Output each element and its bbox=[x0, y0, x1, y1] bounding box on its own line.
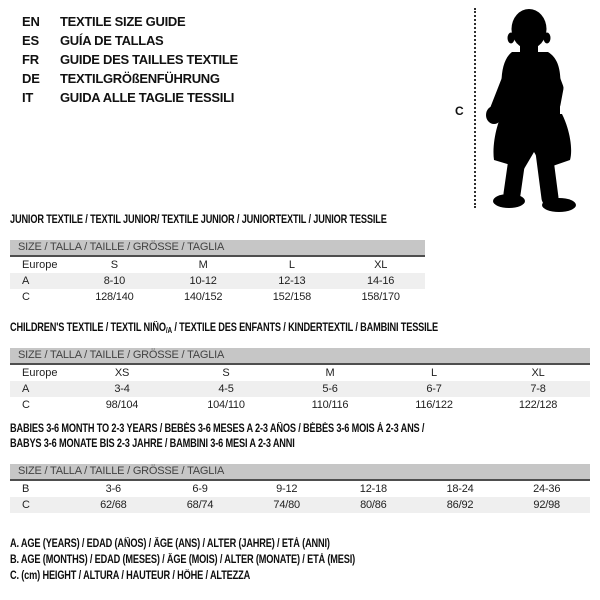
table-cell: 9-12 bbox=[276, 483, 298, 495]
table-cell: 7-8 bbox=[530, 383, 546, 395]
table-cell: 74/80 bbox=[273, 499, 300, 511]
table-cell: 14-16 bbox=[367, 275, 395, 287]
language-code: IT bbox=[22, 90, 34, 105]
table-cell: 92/98 bbox=[533, 499, 560, 511]
height-measure-label: C bbox=[455, 104, 464, 118]
title-text: CHILDREN'S TEXTILE / TEXTIL NIÑO bbox=[10, 322, 166, 334]
footnote-a: A. AGE (YEARS) / EDAD (AÑOS) / ÂGE (ANS) / ALTER (JAHRE) / ETÀ (ANNI) bbox=[10, 538, 330, 550]
language-row-de bbox=[22, 69, 238, 88]
toddler-silhouette-icon bbox=[482, 2, 600, 214]
row-label: Europe bbox=[22, 367, 58, 379]
junior-table-body bbox=[10, 257, 425, 305]
childrens-textile-section bbox=[10, 321, 590, 413]
table-row bbox=[10, 381, 590, 397]
table-row bbox=[10, 257, 425, 273]
table-cell: 4-5 bbox=[218, 383, 234, 395]
size-header-bar: SIZE / TALLA / TAILLE / GRÖSSE / TAGLIA bbox=[10, 240, 425, 257]
row-label: C bbox=[22, 291, 30, 303]
table-cell: M bbox=[198, 259, 208, 271]
table-cell: 8-10 bbox=[103, 275, 125, 287]
babies-table-body bbox=[10, 481, 590, 513]
language-code: ES bbox=[22, 33, 39, 48]
row-label: C bbox=[22, 399, 30, 411]
language-row-fr bbox=[22, 50, 238, 69]
table-cell: 10-12 bbox=[189, 275, 217, 287]
table-cell: 104/110 bbox=[207, 399, 245, 411]
title-text: / TEXTILE DES ENFANTS / KINDERTEXTIL / BAMBINI TESSILE bbox=[171, 322, 438, 334]
size-header-bar: SIZE / TALLA / TAILLE / GRÖSSE / TAGLIA bbox=[10, 464, 590, 481]
table-cell: 18-24 bbox=[446, 483, 474, 495]
language-row-es bbox=[22, 31, 238, 50]
table-cell: XL bbox=[531, 367, 545, 379]
language-code: DE bbox=[22, 71, 40, 86]
table-cell: 152/158 bbox=[272, 291, 312, 303]
table-cell: 158/170 bbox=[361, 291, 400, 303]
table-cell: 98/104 bbox=[105, 399, 139, 411]
table-cell: 80/86 bbox=[360, 499, 387, 511]
table-cell: 68/74 bbox=[186, 499, 214, 511]
table-row bbox=[10, 497, 590, 513]
table-cell: 24-36 bbox=[533, 483, 561, 495]
table-cell: M bbox=[325, 367, 335, 379]
row-label: C bbox=[22, 499, 30, 511]
table-cell: 140/152 bbox=[183, 291, 223, 303]
table-cell: 110/116 bbox=[311, 399, 349, 411]
table-cell: 6-7 bbox=[426, 383, 442, 395]
language-label: GUIDA ALLE TAGLIE TESSILI bbox=[60, 90, 235, 105]
row-label: Europe bbox=[22, 259, 58, 271]
table-cell: 3-4 bbox=[114, 383, 130, 395]
table-cell: 62/68 bbox=[100, 499, 127, 511]
table-cell: S bbox=[222, 367, 230, 379]
babies-textile-section bbox=[10, 422, 590, 513]
table-row bbox=[10, 397, 590, 413]
size-header-bar: SIZE / TALLA / TAILLE / GRÖSSE / TAGLIA bbox=[10, 348, 590, 365]
row-label: B bbox=[22, 483, 30, 495]
table-title-line1: BABIES 3-6 MONTH TO 2-3 YEARS / BEBÉS 3-6 MESES A 2-3 AÑOS / BÉBÉS 3-6 MOIS À 2-3 ANS / bbox=[10, 423, 425, 435]
table-cell: L bbox=[431, 367, 437, 379]
junior-textile-section bbox=[10, 213, 425, 305]
table-cell: 86/92 bbox=[446, 499, 474, 511]
table-cell: L bbox=[288, 259, 295, 271]
row-label: A bbox=[22, 275, 30, 287]
table-cell: 6-9 bbox=[192, 483, 208, 495]
table-cell: S bbox=[110, 259, 118, 271]
language-code: EN bbox=[22, 14, 40, 29]
title-subscript: /A bbox=[165, 326, 172, 335]
table-cell: 116/122 bbox=[415, 399, 453, 411]
table-row bbox=[10, 289, 425, 305]
footnote-b: B. AGE (MONTHS) / EDAD (MESES) / ÂGE (MOIS) / ALTER (MONATE) / ETÀ (MESI) bbox=[10, 554, 356, 566]
table-title: JUNIOR TEXTILE / TEXTIL JUNIOR/ TEXTILE JUNIOR / JUNIORTEXTIL / JUNIOR TESSILE bbox=[10, 214, 387, 226]
footnote-c: C. (cm) HEIGHT / ALTURA / HAUTEUR / HÖHE / ALTEZZA bbox=[10, 570, 251, 582]
height-measure-line bbox=[474, 8, 476, 208]
table-cell: 12-18 bbox=[359, 483, 387, 495]
language-row-it bbox=[22, 88, 238, 107]
language-header bbox=[22, 12, 238, 107]
table-cell: XS bbox=[114, 367, 130, 379]
table-title bbox=[10, 321, 474, 336]
table-row bbox=[10, 365, 590, 381]
table-cell: 5-6 bbox=[322, 383, 338, 395]
language-row-en bbox=[22, 12, 238, 31]
legend-footnotes bbox=[10, 536, 441, 584]
table-row bbox=[10, 273, 425, 289]
childrens-table-body bbox=[10, 365, 590, 413]
row-label: A bbox=[22, 383, 30, 395]
language-label: TEXTILGRÖßENFÜHRUNG bbox=[60, 71, 220, 86]
language-code: FR bbox=[22, 52, 39, 67]
table-row bbox=[10, 481, 590, 497]
language-label: GUIDE DES TAILLES TEXTILE bbox=[60, 52, 238, 67]
table-cell: XL bbox=[374, 259, 388, 271]
language-label: TEXTILE SIZE GUIDE bbox=[60, 14, 186, 29]
table-cell: 3-6 bbox=[105, 483, 121, 495]
table-cell: 12-13 bbox=[278, 275, 306, 287]
language-label: GUÍA DE TALLAS bbox=[60, 33, 164, 48]
table-cell: 128/140 bbox=[95, 291, 134, 303]
table-cell: 122/128 bbox=[518, 399, 558, 411]
table-title-line2: BABYS 3-6 MONATE BIS 2-3 JAHRE / BAMBINI 3-6 MESI A 2-3 ANNI bbox=[10, 438, 295, 450]
